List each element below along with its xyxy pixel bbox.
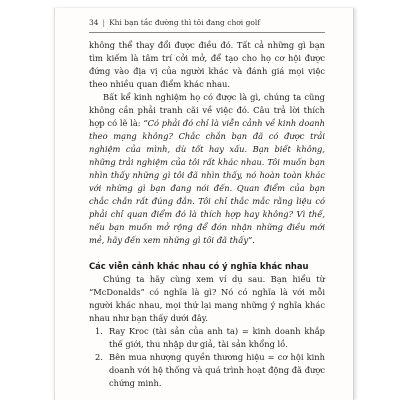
italic-quote: “Có phải đó chỉ là viễn cảnh về kinh doanh theo mạng không? Chắc chắn bạn đã có được trải nghiệm của mình, dù tốt hay xấu. Bạn biết không, những trải nghiệm của tôi rất khác nhau. Tôi muốn bạn nhìn thấy những gì tôi đã nhìn thấy, nó hoàn toàn khác với những gì bạn đang nói đến. Quan điểm của bạn chắc chắn rất đúng đắn. Tôi chỉ thắc mắc rằng liệu có phải chỉ quan điểm đó là thích hợp hay không? Vì thế, nếu bạn muốn mở rộng để đón nhận những điều mới mẻ, hãy đến xem những gì tôi đã thấy” (89, 118, 325, 245)
paragraph-quote (89, 91, 325, 247)
paragraph-end: . (252, 235, 255, 245)
book-title: Khi bạn tắc đường thì tôi đang chơi golf (109, 18, 261, 27)
header-separator: | (102, 18, 106, 27)
list-item (89, 325, 325, 351)
spacer (89, 247, 325, 260)
book-page (54, 8, 354, 400)
list-number: 2. (95, 352, 103, 362)
paragraph-text: Bất kể kinh nghiệm họ có được là gì, chúng ta cũng không cần phải tranh cãi về việc đó. Câu trả lời thích hợp có lẽ là: (89, 92, 325, 128)
list-number: 1. (95, 326, 103, 336)
header-rule (89, 32, 325, 33)
list-item (89, 351, 325, 390)
numbered-list (89, 325, 325, 390)
list-item-text: Ray Kroc (tài sản của anh ta) = kinh doanh khắp thế giới, thu nhập dư giả, tài sản khổng lồ. (109, 326, 325, 349)
section-intro: Chúng ta hãy cùng xem ví dụ sau. Bạn hiểu từ “McDonalds” có nghĩa là gì? Nó có nghĩa là với mỗi người khác nhau, mọi thứ lại mang những ý nghĩa khác nhau như bạn thấy dưới đây. (89, 274, 325, 323)
running-header (89, 18, 325, 27)
paragraph-continued: không thể thay đổi được điều đó. Tất cả những gì bạn tìm kiếm là tâm trí cởi mở, để tạo cho họ cơ hội được đứng vào địa vị của người khác và đánh giá mọi việc theo nhiều quan điểm khác nhau. (89, 40, 325, 89)
list-item-text: Bên mua nhượng quyền thương hiệu = cơ hội kinh doanh với hệ thống và quá trình hoạt động đã được chứng minh. (109, 352, 325, 388)
section-heading: Các viễn cảnh khác nhau có ý nghĩa khác nhau (89, 261, 309, 271)
page-number: 34 (89, 18, 99, 27)
page-body (89, 39, 325, 390)
